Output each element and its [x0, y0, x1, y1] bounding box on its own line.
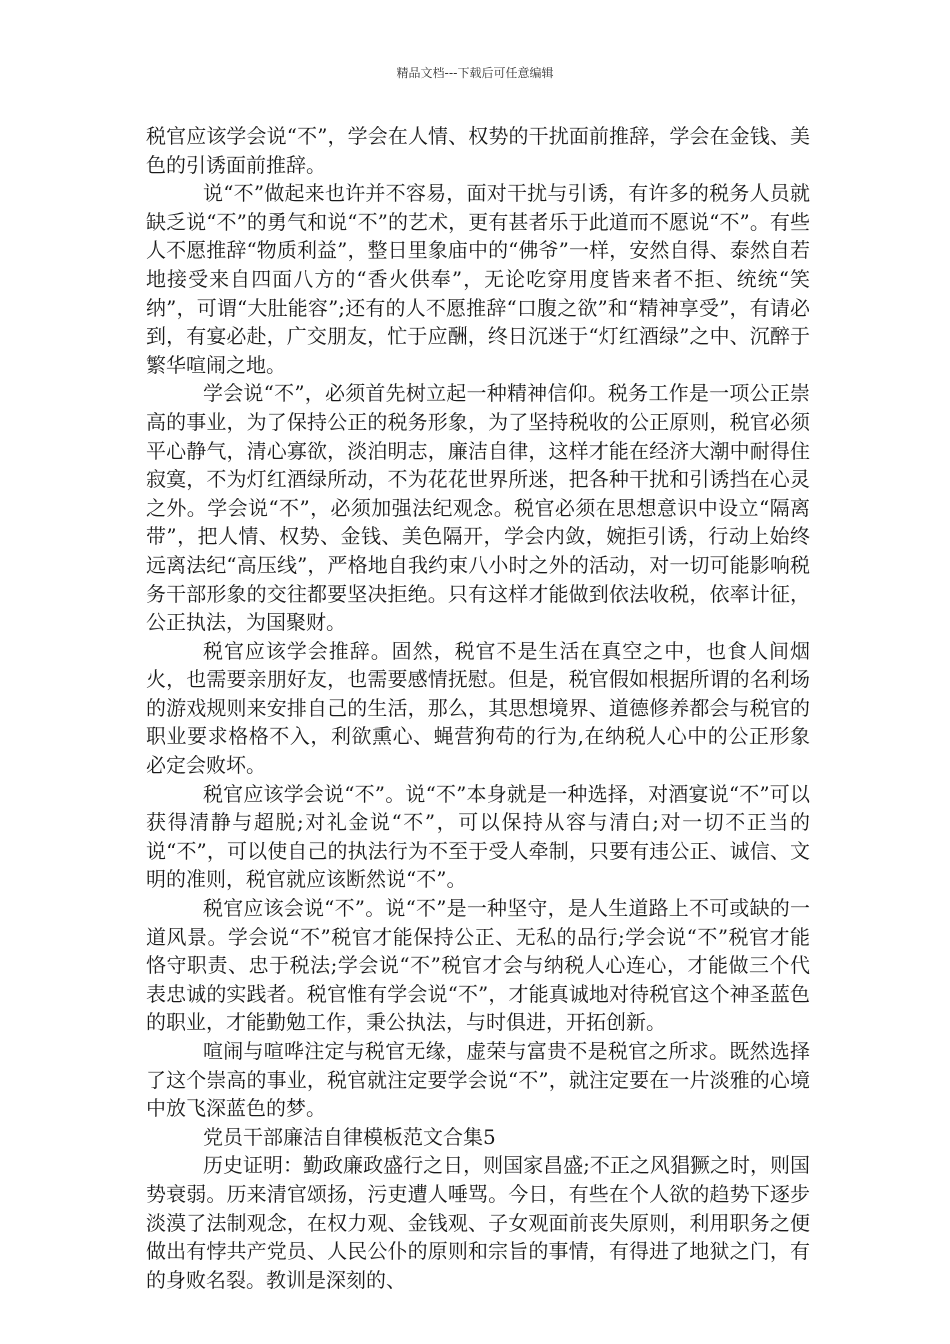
- document-body: [146, 122, 810, 1294]
- paragraph: 历史证明：勤政廉政盛行之日，则国家昌盛;不正之风猖獗之时，则国势衰弱。历来清官颂扬，污吏遭人唾骂。今日，有些在个人欲的趋势下逐步淡漠了法制观念，在权力观、金钱观、子女观面前丧失原则，利用职务之便做出有悖共产党员、人民公仆的原则和宗旨的事情，有得进了地狱之门，有的身败名裂。教训是深刻的、: [146, 1153, 810, 1292]
- paragraph: 税官应该会说“不”。说“不”是一种坚守，是人生道路上不可或缺的一道风景。学会说“不”税官才能保持公正、无私的品行;学会说“不”税官才能恪守职责、忠于税法;学会说“不”税官才会与纳税人心连心，才能做三个代表忠诚的实践者。税官惟有学会说“不”，才能真诚地对待税官这个神圣蓝色的职业，才能勤勉工作，秉公执法，与时俱进，开拓创新。: [146, 896, 810, 1035]
- paragraph: 税官应该学会说“不”，学会在人情、权势的干扰面前推辞，学会在金钱、美色的引诱面前推辞。: [146, 124, 810, 177]
- paragraph: 学会说“不”，必须首先树立起一种精神信仰。税务工作是一项公正崇高的事业，为了保持公正的税务形象，为了坚持税收的公正原则，税官必须平心静气，清心寡欲，淡泊明志，廉洁自律，这样才能在经济大潮中耐得住寂寞，不为灯红酒绿所动，不为花花世界所迷，把各种干扰和引诱挡在心灵之外。学会说“不”，必须加强法纪观念。税官必须在思想意识中设立“隔离带”，把人情、权势、金钱、美色隔开，学会内敛，婉拒引诱，行动上始终远离法纪“高压线”，严格地自我约束八小时之外的活动，对一切可能影响税务干部形象的交往都要坚决拒绝。只有这样才能做到依法收税，依率计征，公正执法，为国聚财。: [146, 381, 810, 635]
- page-header: 精品文档---下载后可任意编辑: [396, 66, 554, 80]
- paragraph: 税官应该学会推辞。固然，税官不是生活在真空之中，也食人间烟火，也需要亲朋好友，也需要感情抚慰。但是，税官假如根据所谓的名利场的游戏规则来安排自己的生活，那么，其思想境界、道德修养都会与税官的职业要求格格不入，利欲熏心、蝇营狗苟的行为,在纳税人心中的公正形象必定会败坏。: [146, 638, 810, 778]
- section-heading: 党员干部廉洁自律模板范文合集5: [203, 1124, 496, 1149]
- paragraph: 税官应该学会说“不”。说“不”本身就是一种选择，对酒宴说“不”可以获得清静与超脱;对礼金说“不”，可以保持从容与清白;对一切不正当的说“不”，可以使自己的执法行为不至于受人牵制，只要有违公正、诚信、文明的准则，税官就应该断然说“不”。: [146, 781, 810, 892]
- paragraph: 喧闹与喧哗注定与税官无缘，虚荣与富贵不是税官之所求。既然选择了这个崇高的事业，税官就注定要学会说“不”，就注定要在一片淡雅的心境中放飞深蓝色的梦。: [146, 1039, 810, 1121]
- paragraph: 说“不”做起来也许并不容易，面对干扰与引诱，有许多的税务人员就缺乏说“不”的勇气和说“不”的艺术，更有甚者乐于此道而不愿说“不”。有些人不愿推辞“物质利益”，整日里象庙中的“佛爷”一样，安然自得、泰然自若地接受来自四面八方的“香火供奉”，无论吃穿用度皆来者不拒、统统“笑纳”，可谓“大肚能容”;还有的人不愿推辞“口腹之欲”和“精神享受”，有请必到，有宴必赴，广交朋友，忙于应酬，终日沉迷于“灯红酒绿”之中、沉醉于繁华喧闹之地。: [146, 181, 810, 377]
